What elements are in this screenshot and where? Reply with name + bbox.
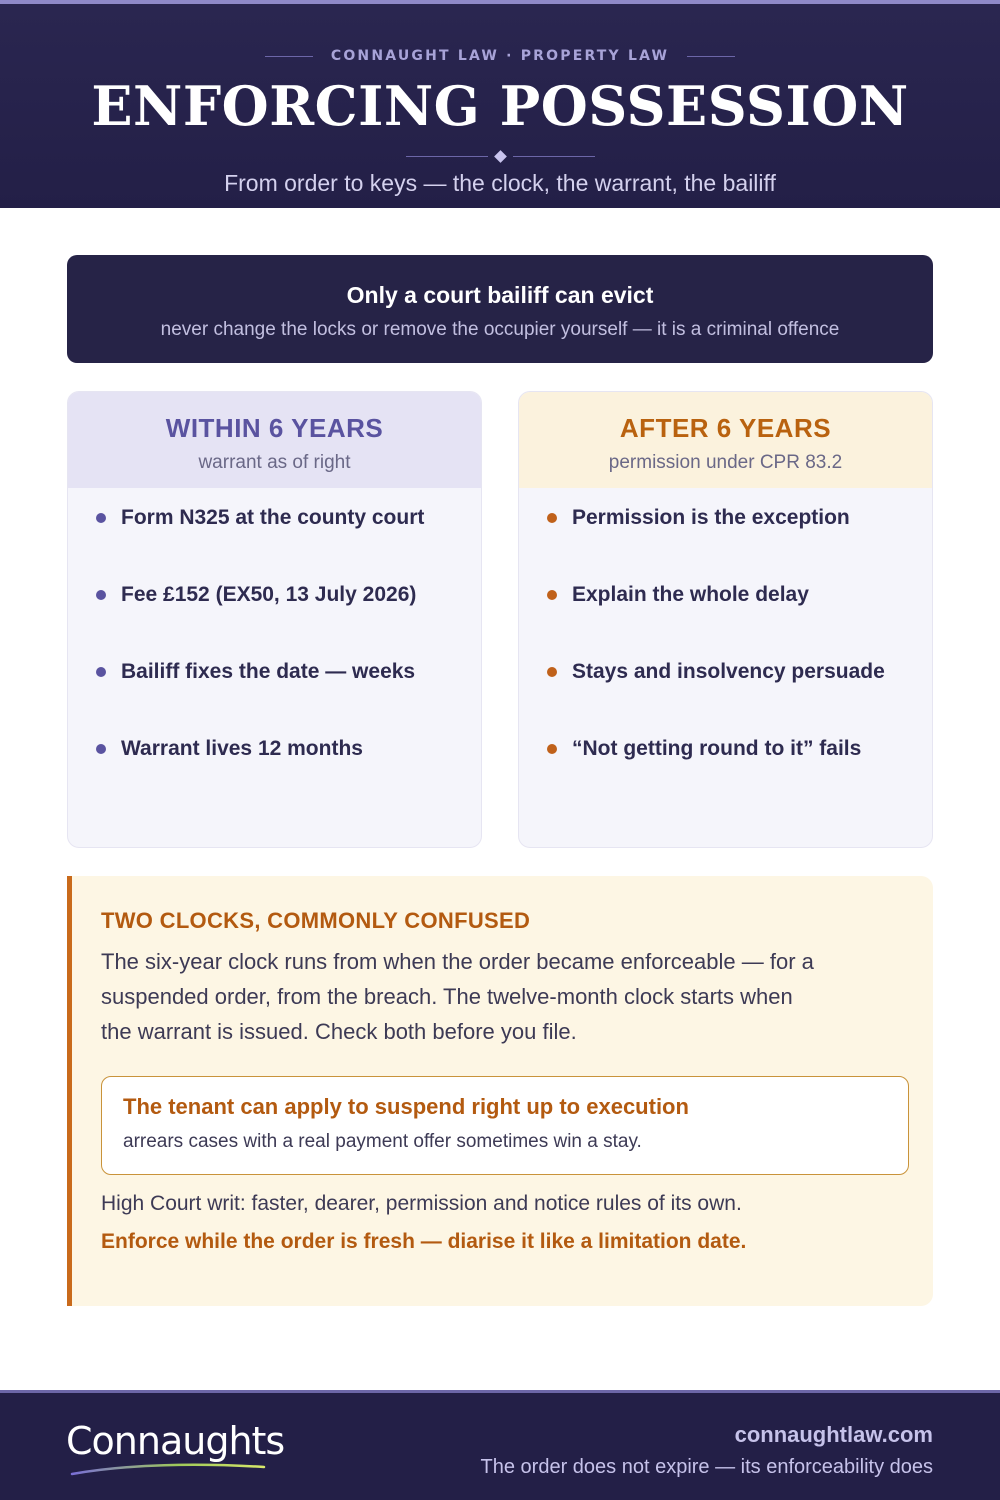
list-item bbox=[96, 503, 424, 533]
eyebrow-rule-right bbox=[687, 56, 735, 57]
callout-subtitle: arrears cases with a real payment offer sometimes win a stay. bbox=[123, 1131, 642, 1152]
eyebrow: CONNAUGHT LAW · PROPERTY LAW bbox=[330, 48, 670, 64]
high-court-note: High Court writ: faster, dearer, permission and notice rules of its own. bbox=[101, 1192, 742, 1215]
bullet-icon bbox=[96, 744, 106, 754]
bullet-icon bbox=[96, 667, 106, 677]
footer-tagline: The order does not expire — its enforceability does bbox=[480, 1456, 933, 1478]
card-title: WITHIN 6 YEARS bbox=[165, 413, 384, 443]
card-header bbox=[68, 392, 481, 488]
divider-rule-left bbox=[406, 156, 488, 157]
panel-body: The six-year clock runs from when the order became enforceable — for a suspended order, from the breach. The twelve-month clock starts when the warrant is issued. Check both before you file. bbox=[101, 949, 814, 1044]
page-title: ENFORCING POSSESSION bbox=[91, 74, 909, 138]
banner-subtitle: never change the locks or remove the occupier yourself — it is a criminal offence bbox=[160, 319, 840, 340]
after-six-years-card bbox=[518, 391, 933, 848]
eyebrow-row bbox=[0, 48, 1000, 64]
within-six-years-card bbox=[67, 391, 482, 848]
title-divider bbox=[0, 152, 1000, 161]
list-item bbox=[96, 580, 416, 610]
card-subtitle: warrant as of right bbox=[198, 452, 351, 473]
header bbox=[0, 0, 1000, 208]
website-link[interactable]: connaughtlaw.com bbox=[734, 1422, 933, 1447]
footer bbox=[0, 1390, 1000, 1500]
suspend-callout bbox=[101, 1076, 909, 1175]
bullet-icon bbox=[96, 590, 106, 600]
list-item-text: Bailiff fixes the date — weeks bbox=[121, 660, 416, 683]
logo-swoosh-icon bbox=[68, 1461, 268, 1479]
bullet-icon bbox=[96, 513, 106, 523]
bullet-icon bbox=[547, 667, 557, 677]
card-header bbox=[519, 392, 932, 488]
list-item bbox=[96, 657, 415, 687]
list-item-text: Explain the whole delay bbox=[572, 583, 809, 606]
callout-title: The tenant can apply to suspend right up to execution bbox=[123, 1094, 689, 1119]
eyebrow-rule-left bbox=[265, 56, 313, 57]
warning-banner bbox=[67, 255, 933, 363]
bullet-icon bbox=[547, 744, 557, 754]
list-item-text: “Not getting round to it” fails bbox=[572, 737, 862, 760]
brand-logo: Connaughts bbox=[66, 1419, 285, 1463]
panel-title: TWO CLOCKS, COMMONLY CONFUSED bbox=[101, 908, 531, 933]
bullet-icon bbox=[547, 513, 557, 523]
list-item-text: Warrant lives 12 months bbox=[121, 737, 363, 760]
list-item-text: Fee £152 (EX50, 13 July 2026) bbox=[121, 583, 417, 606]
divider-rule-right bbox=[513, 156, 595, 157]
bullet-icon bbox=[547, 590, 557, 600]
banner-title: Only a court bailiff can evict bbox=[346, 282, 654, 308]
two-clocks-panel bbox=[67, 876, 933, 1306]
page-subtitle: From order to keys — the clock, the warrant, the bailiff bbox=[224, 170, 776, 196]
key-takeaway: Enforce while the order is fresh — diarise it like a limitation date. bbox=[101, 1230, 747, 1253]
diamond-icon bbox=[494, 150, 507, 163]
list-item bbox=[547, 503, 850, 533]
card-title: AFTER 6 YEARS bbox=[619, 413, 832, 443]
card-subtitle: permission under CPR 83.2 bbox=[608, 452, 843, 473]
list-item bbox=[547, 734, 861, 764]
list-item-text: Stays and insolvency persuade bbox=[572, 660, 885, 683]
list-item bbox=[547, 657, 885, 687]
list-item bbox=[547, 580, 809, 610]
list-item-text: Form N325 at the county court bbox=[121, 506, 425, 529]
list-item-text: Permission is the exception bbox=[572, 506, 850, 529]
list-item bbox=[96, 734, 363, 764]
